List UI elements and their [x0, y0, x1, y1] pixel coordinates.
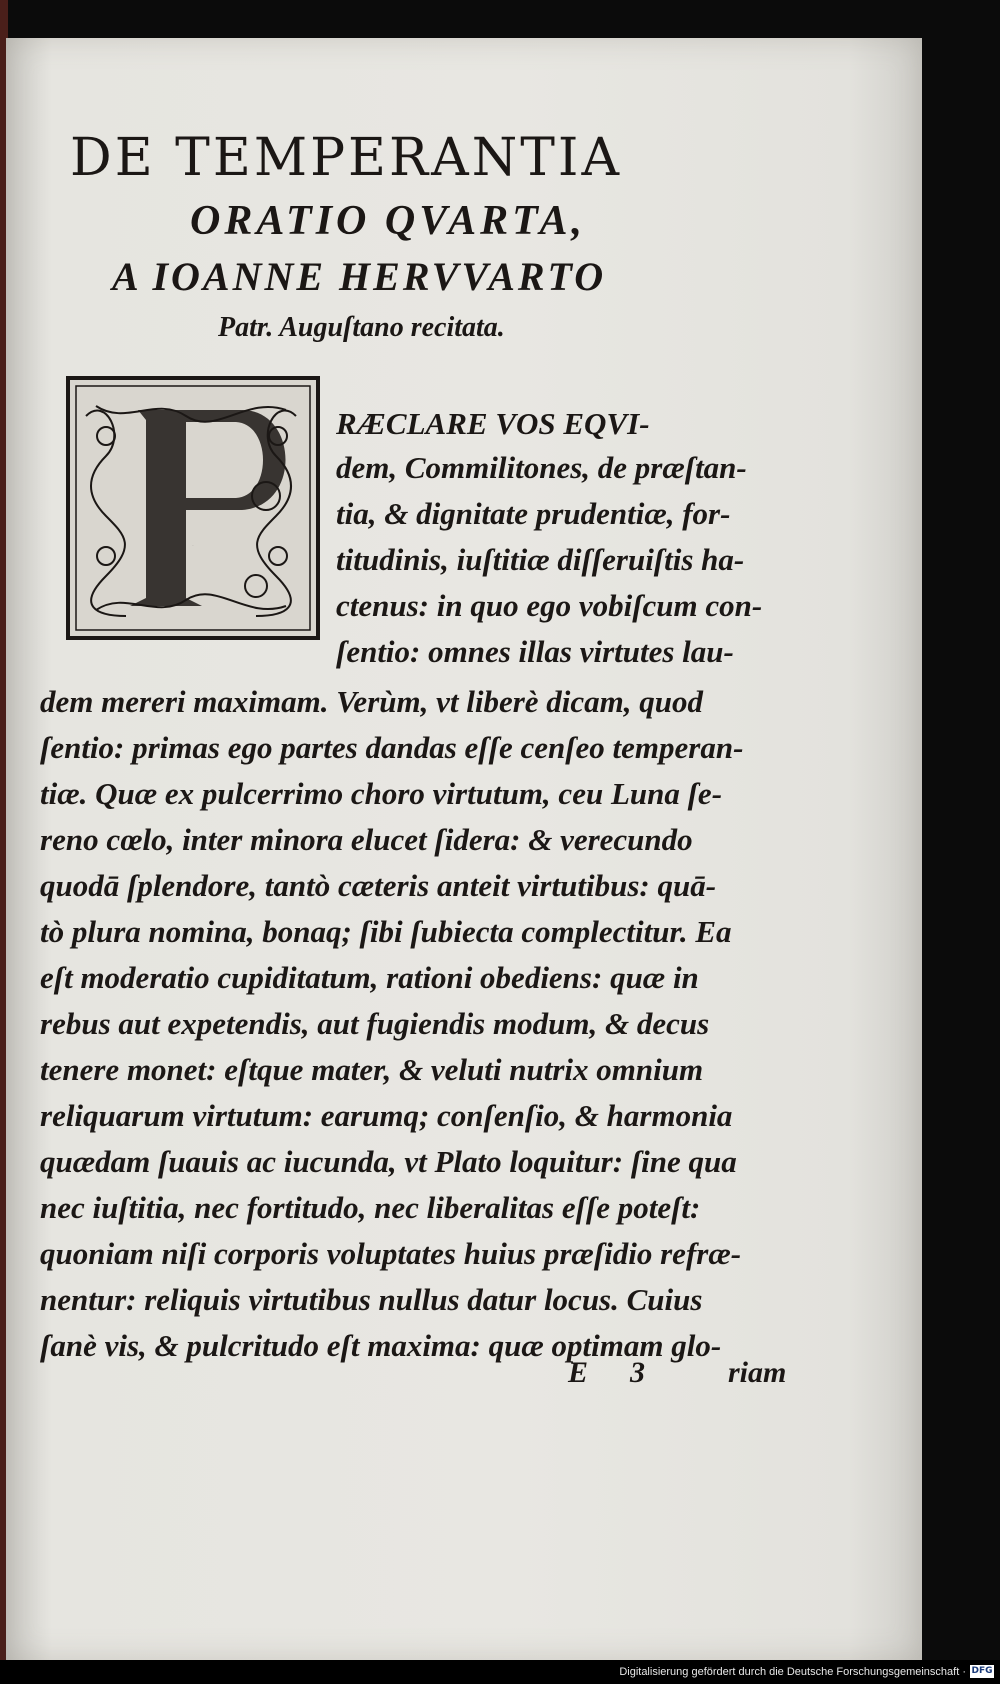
body-line-11: quædam ſuauis ac iucunda, vt Plato loquitur: ſine qua	[40, 1144, 737, 1179]
heading-line-1: DE TEMPERANTIA	[70, 128, 622, 188]
catchword: riam	[728, 1356, 787, 1389]
intro-line-1: RÆCLARE VOS EQVI-	[336, 406, 650, 441]
intro-line-5: ctenus: in quo ego vobiſcum con-	[336, 588, 763, 623]
signature-mark: E	[568, 1356, 589, 1389]
body-line-3: tiæ. Quæ ex pulcerrimo choro virtutum, ceu Luna ſe-	[40, 776, 723, 811]
heading-line-3: A IOANNE HERVVARTO	[112, 254, 607, 299]
body-line-7: eſt moderatio cupiditatum, rationi obediens: quæ in	[40, 960, 699, 995]
body-line-2: ſentio: primas ego partes dandas eſſe cenſeo temperan-	[40, 730, 744, 765]
funding-credit: Digitalisierung gefördert durch die Deutsche Forschungsgemeinschaft ·	[619, 1666, 966, 1678]
body-line-15: ſanè vis, & pulcritudo eſt maxima: quæ optimam glo-	[40, 1328, 722, 1363]
body-line-1: dem mereri maximam. Verùm, vt liberè dicam, quod	[40, 684, 704, 719]
body-line-8: rebus aut expetendis, aut fugiendis modum, & decus	[40, 1006, 710, 1041]
intro-line-4: titudinis, iuſtitiæ diſſeruiſtis ha-	[336, 542, 745, 577]
intro-line-6: ſentio: omnes illas virtutes lau-	[336, 634, 734, 669]
body-line-5: quodā ſplendore, tantò cæteris anteit virtutibus: quā-	[40, 868, 717, 903]
dfg-logo-icon: DFG	[971, 1666, 993, 1676]
body-line-14: nentur: reliquis virtutibus nullus datur locus. Cuius	[40, 1282, 703, 1317]
body-line-6: tò plura nomina, bonaq; ſibi ſubiecta complectitur. Ea	[40, 914, 732, 949]
heading-line-2: ORATIO QVARTA,	[190, 198, 586, 244]
body-line-9: tenere monet: eſtque mater, & veluti nutrix omnium	[40, 1052, 704, 1087]
body-line-10: reliquarum virtutum: earumq; conſenſio, & harmonia	[40, 1098, 733, 1133]
heading-line-4: Patr. Auguſtano recitata.	[218, 312, 505, 343]
body-line-13: quoniam niſi corporis voluptates huius præſidio refræ-	[40, 1236, 742, 1271]
body-line-4: reno cœlo, inter minora elucet ſidera: & verecundo	[40, 822, 693, 857]
initial-letter: P	[192, 546, 194, 547]
signature-number: 3	[630, 1356, 645, 1389]
intro-line-3: tia, & dignitate prudentiæ, for-	[336, 496, 731, 531]
intro-line-2: dem, Commilitones, de præſtan-	[336, 450, 747, 485]
body-line-12: nec iuſtitia, nec fortitudo, nec liberalitas eſſe poteſt:	[40, 1190, 701, 1225]
decorated-initial-icon	[66, 376, 320, 640]
